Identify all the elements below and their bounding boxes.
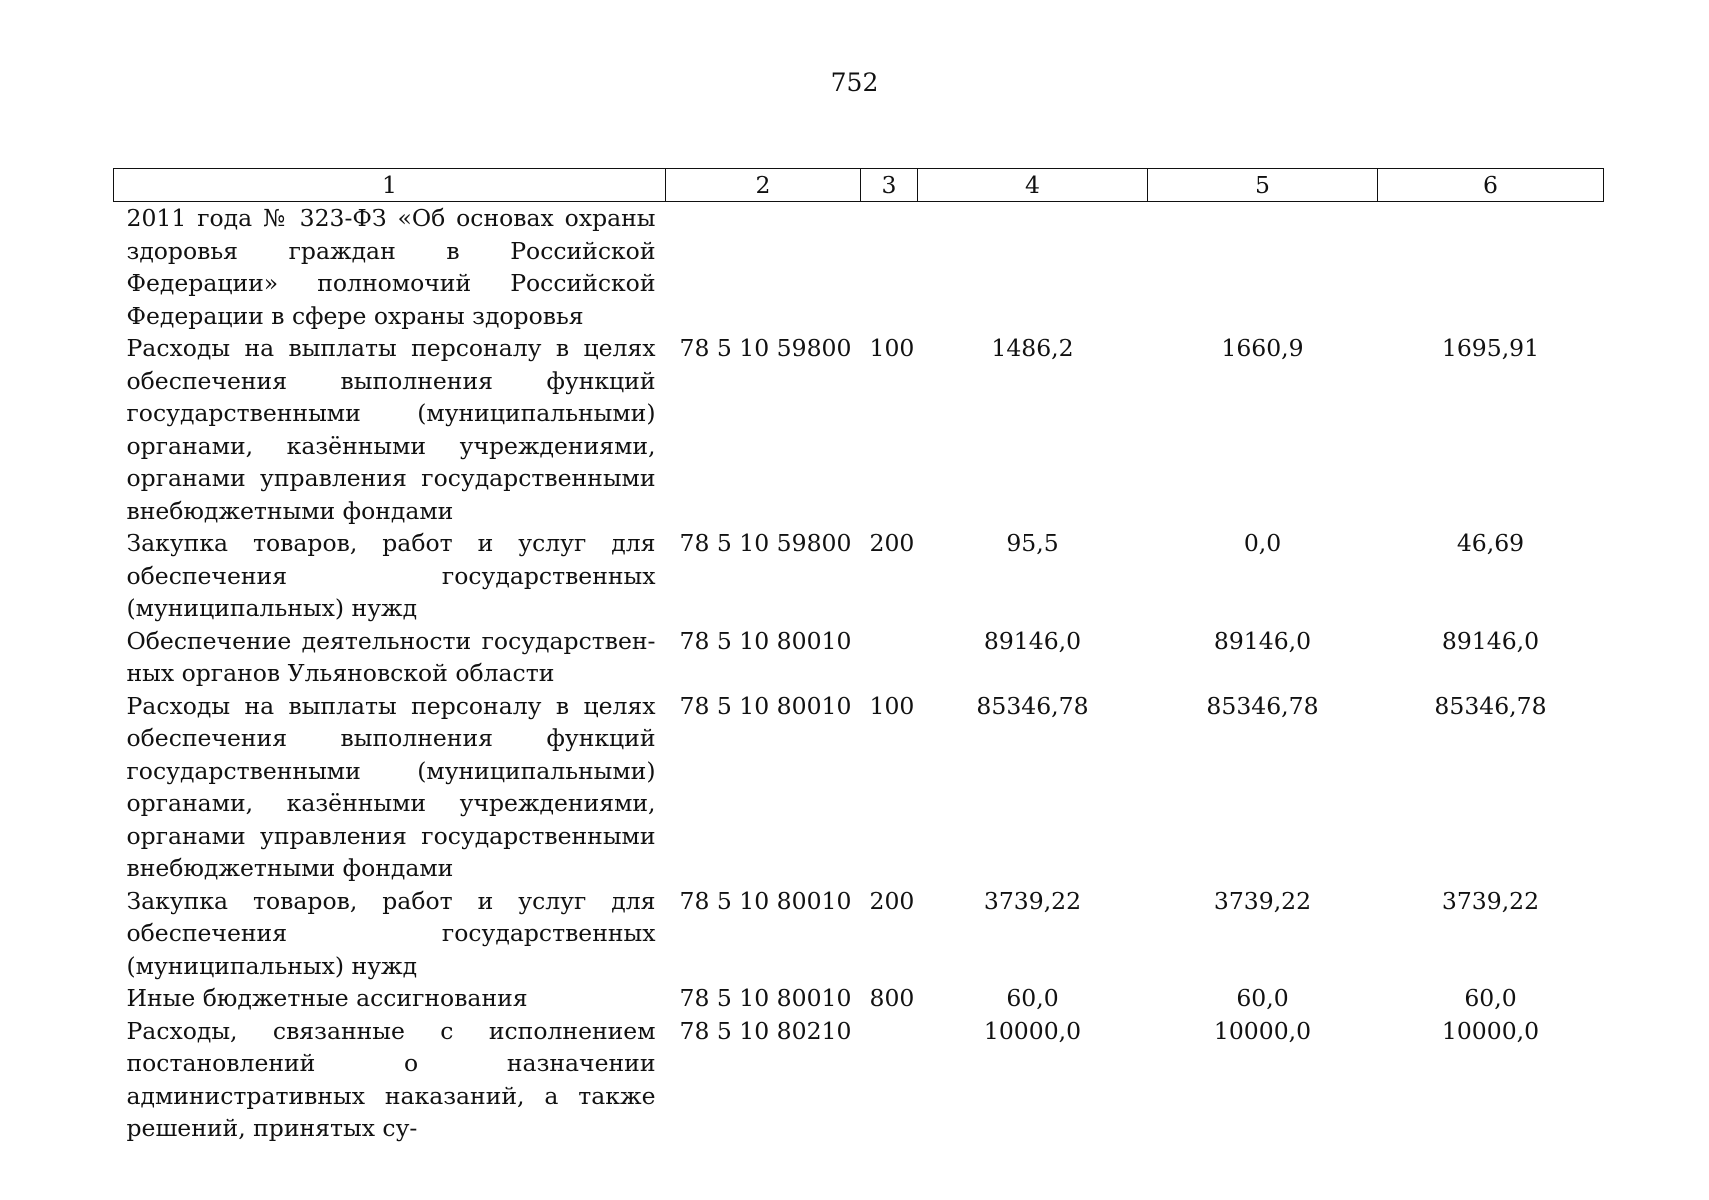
- row-value-col5: 89146,0: [1213, 626, 1312, 655]
- row-value-col4: 85346,78: [976, 691, 1089, 720]
- row-description: 2011 года № 323-ФЗ «Об основах охраны здоровья граждан в Российской Федерации» полномочий Российской Федерации в сфере охраны здоровья: [126, 204, 656, 330]
- row-value-col6: [1378, 202, 1604, 333]
- row-value-col5: 0,0: [1243, 529, 1282, 557]
- row-expense-type: [861, 1015, 918, 1145]
- row-expense-type: 100: [869, 334, 915, 362]
- row-code: 78 5 10 59800: [679, 529, 852, 557]
- row-value-col6: 89146,0: [1441, 626, 1540, 655]
- row-code: 78 5 10 59800: [679, 334, 852, 362]
- table-row: [114, 690, 1604, 885]
- row-value-col5: 60,0: [1236, 984, 1289, 1012]
- row-description: Обеспечение деятельности государственных органов Ульяновской области: [126, 626, 656, 687]
- row-value-col6: 85346,78: [1434, 691, 1547, 720]
- row-code: 78 5 10 80010: [679, 984, 852, 1012]
- table-row: [114, 332, 1604, 527]
- table-row: [114, 982, 1604, 1015]
- table-row: [114, 625, 1604, 690]
- table-row: [114, 527, 1604, 625]
- column-header-2: 2: [666, 169, 861, 202]
- row-value-col6: 1695,91: [1441, 334, 1540, 362]
- page-number: 752: [830, 68, 879, 97]
- column-header-5: 5: [1148, 169, 1378, 202]
- budget-table: [113, 168, 1604, 1145]
- row-value-col4: 1486,2: [991, 334, 1074, 362]
- row-description: Иные бюджетные ассигнования: [126, 984, 528, 1012]
- row-description: Расходы на выплаты персоналу в целях обеспечения выполнения функций государственными (муниципальными) органами, казёнными учреждениями, органами управления государственными внебюджетными фондами: [126, 691, 656, 882]
- row-expense-type: 100: [869, 691, 915, 720]
- table-body: [114, 202, 1604, 1145]
- column-header-1: 1: [114, 169, 666, 202]
- row-value-col5: 10000,0: [1213, 1016, 1312, 1045]
- row-value-col6: 3739,22: [1441, 886, 1540, 915]
- table-row: [114, 1015, 1604, 1145]
- row-value-col4: 10000,0: [983, 1016, 1082, 1045]
- row-description: Закупка товаров, работ и услуг для обеспечения государственных (муниципальных) нужд: [126, 886, 656, 980]
- row-code: [666, 202, 861, 333]
- row-value-col5: [1148, 202, 1378, 333]
- row-expense-type: 800: [869, 984, 915, 1012]
- row-value-col4: [918, 202, 1148, 333]
- row-value-col6: 46,69: [1456, 529, 1525, 557]
- table-row: [114, 885, 1604, 983]
- row-code: 78 5 10 80010: [679, 626, 852, 655]
- row-value-col6: 60,0: [1464, 984, 1517, 1012]
- column-header-4: 4: [918, 169, 1148, 202]
- row-value-col6: 10000,0: [1441, 1016, 1540, 1045]
- row-expense-type: 200: [869, 886, 915, 915]
- row-value-col5: 1660,9: [1221, 334, 1304, 362]
- row-value-col4: 3739,22: [983, 886, 1082, 915]
- row-description: Расходы, связанные с исполнением постановлений о назначении административных наказаний, а также решений, принятых су-: [126, 1016, 656, 1142]
- row-value-col4: 60,0: [1006, 984, 1059, 1012]
- column-header-3: 3: [861, 169, 918, 202]
- table-row: [114, 202, 1604, 333]
- row-value-col4: 89146,0: [983, 626, 1082, 655]
- row-value-col5: 3739,22: [1213, 886, 1312, 915]
- row-value-col4: 95,5: [1006, 529, 1059, 557]
- column-header-6: 6: [1378, 169, 1604, 202]
- table-header: [114, 169, 1604, 202]
- row-expense-type: 200: [869, 529, 915, 557]
- row-expense-type: [861, 625, 918, 690]
- row-code: 78 5 10 80210: [679, 1016, 852, 1045]
- row-code: 78 5 10 80010: [679, 886, 852, 915]
- row-code: 78 5 10 80010: [679, 691, 852, 720]
- row-description: Расходы на выплаты персоналу в целях обеспечения выполнения функций государственными (муниципальными) органами, казёнными учреждениями, органами управления государственными внебюджетными фондами: [126, 334, 656, 525]
- row-value-col5: 85346,78: [1206, 691, 1319, 720]
- header-row: [114, 169, 1604, 202]
- row-description: Закупка товаров, работ и услуг для обеспечения государственных (муниципальных) нужд: [126, 529, 656, 622]
- row-expense-type: [861, 202, 918, 333]
